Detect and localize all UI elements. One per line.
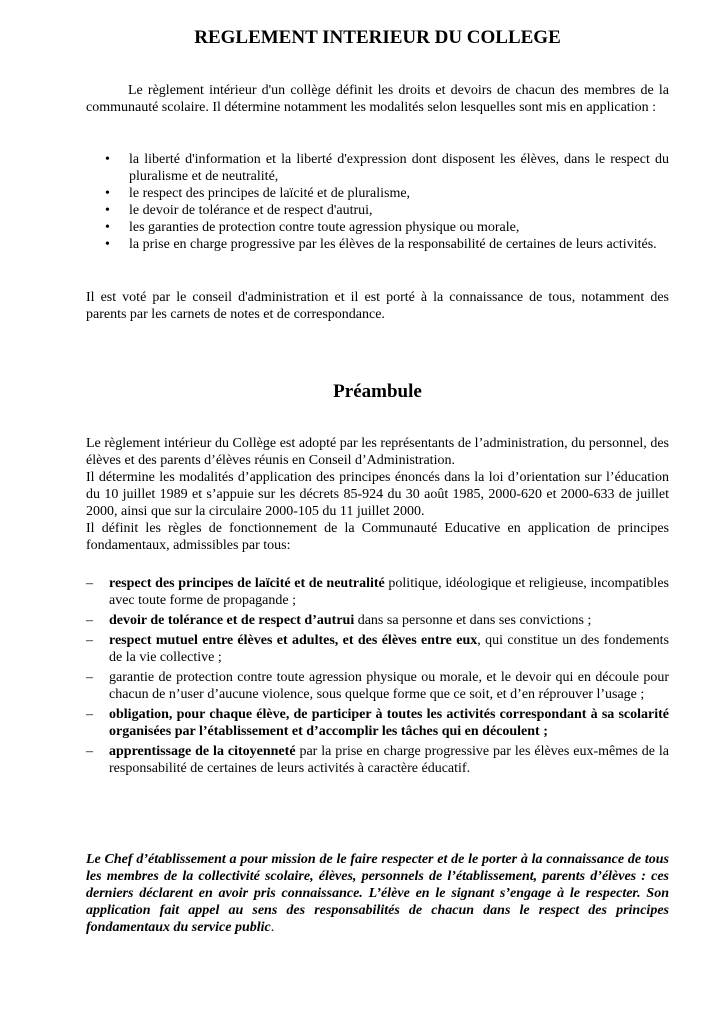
bullet-item: • la prise en charge progressive par les élèves de la responsabilité de certaines de leurs activités. [105,237,657,252]
bullet-icon: • [105,203,110,218]
intro-paragraph: Le règlement intérieur d'un collège définit les droits et devoirs de chacun des membres de la communauté scolaire. Il détermine notamment les modalités selon lesquelles sont mis en application : [86,83,669,115]
principle-item: – respect des principes de laïcité et de neutralité politique, idéologique et religieuse, incompatibles avec toute forme de propagande ; [86,576,669,608]
dash-icon: – [86,707,93,722]
preamble-paragraph-1: Le règlement intérieur du Collège est adopté par les représentants de l’administration, du personnel, des élèves et des parents d’élèves réunis en Conseil d’Administration. [86,436,669,468]
principle-item: – devoir de tolérance et de respect d’autrui dans sa personne et dans ses convictions ; [86,613,592,628]
principles-list [86,575,669,780]
bullet-icon: • [105,237,110,252]
intro-closing [86,289,669,323]
preamble-paragraph-3: Il définit les règles de fonctionnement de la Communauté Educative en application de principes fondamentaux, admissibles par tous: [86,521,669,553]
bullet-icon: • [105,186,110,201]
dash-icon: – [86,633,93,648]
dash-icon: – [86,670,93,685]
bullet-item: • le devoir de tolérance et de respect d'autrui, [105,203,373,218]
intro-bullet-list [86,151,669,253]
bullet-item: • les garanties de protection contre toute agression physique ou morale, [105,220,520,235]
preamble-text [86,435,669,554]
principle-item: – obligation, pour chaque élève, de participer à toutes les activités correspondant à sa scolarité organisées par l’établissement et d’accomplir les tâches qui en découlent ; [86,707,669,739]
principle-item: – respect mutuel entre élèves et adultes, et des élèves entre eux, qui constitue un des fondements de la vie collective ; [86,633,669,665]
dash-icon: – [86,576,93,591]
principle-item: – garantie de protection contre toute agression physique ou morale, et le devoir qui en découle pour chacun de n’user d’aucune violence, sous quelque forme que ce soit, et d’en réprouver l’usage ; [86,670,669,702]
dash-icon: – [86,744,93,759]
bullet-icon: • [105,220,110,235]
final-note-paragraph: Le Chef d’établissement a pour mission de le faire respecter et de le porter à la connaissance de tous les membres de la collectivité scolaire, élèves, personnels de l’établissement, parents d’élèves : ces derniers déclarent en avoir pris connaissance. L’élève en le signant s’engage à le respecter. Son application fait appel au sens des responsabilités de chacun dans le respect des principes fondamentaux du service public. [86,852,669,935]
intro-section [86,82,669,116]
dash-icon: – [86,613,93,628]
intro-closing-paragraph: Il est voté par le conseil d'administration et il est porté à la connaissance de tous, notamment des parents par les carnets de notes et de correspondance. [86,290,669,322]
preamble-heading: Préambule [333,381,422,402]
document-title: REGLEMENT INTERIEUR DU COLLEGE [194,27,561,48]
principle-item: – apprentissage de la citoyenneté par la prise en charge progressive par les élèves eux-mêmes de la responsabilité de certaines de leurs activités à caractère éducatif. [86,744,669,776]
bullet-icon: • [105,152,110,167]
final-note [86,851,669,936]
bullet-item: • le respect des principes de laïcité et de pluralisme, [105,186,411,201]
bullet-item: • la liberté d'information et la liberté d'expression dont disposent les élèves, dans le respect du pluralisme et de neutralité, [105,152,669,184]
preamble-paragraph-2: Il détermine les modalités d’application des principes énoncés dans la loi d’orientation sur l’éducation du 10 juillet 1989 et s’appuie sur les décrets 85-924 du 30 août 1985, 2000-620 et 2000-633 de juillet 2000, ainsi que sur la circulaire 2000-105 du 11 juillet 2000. [86,470,669,519]
